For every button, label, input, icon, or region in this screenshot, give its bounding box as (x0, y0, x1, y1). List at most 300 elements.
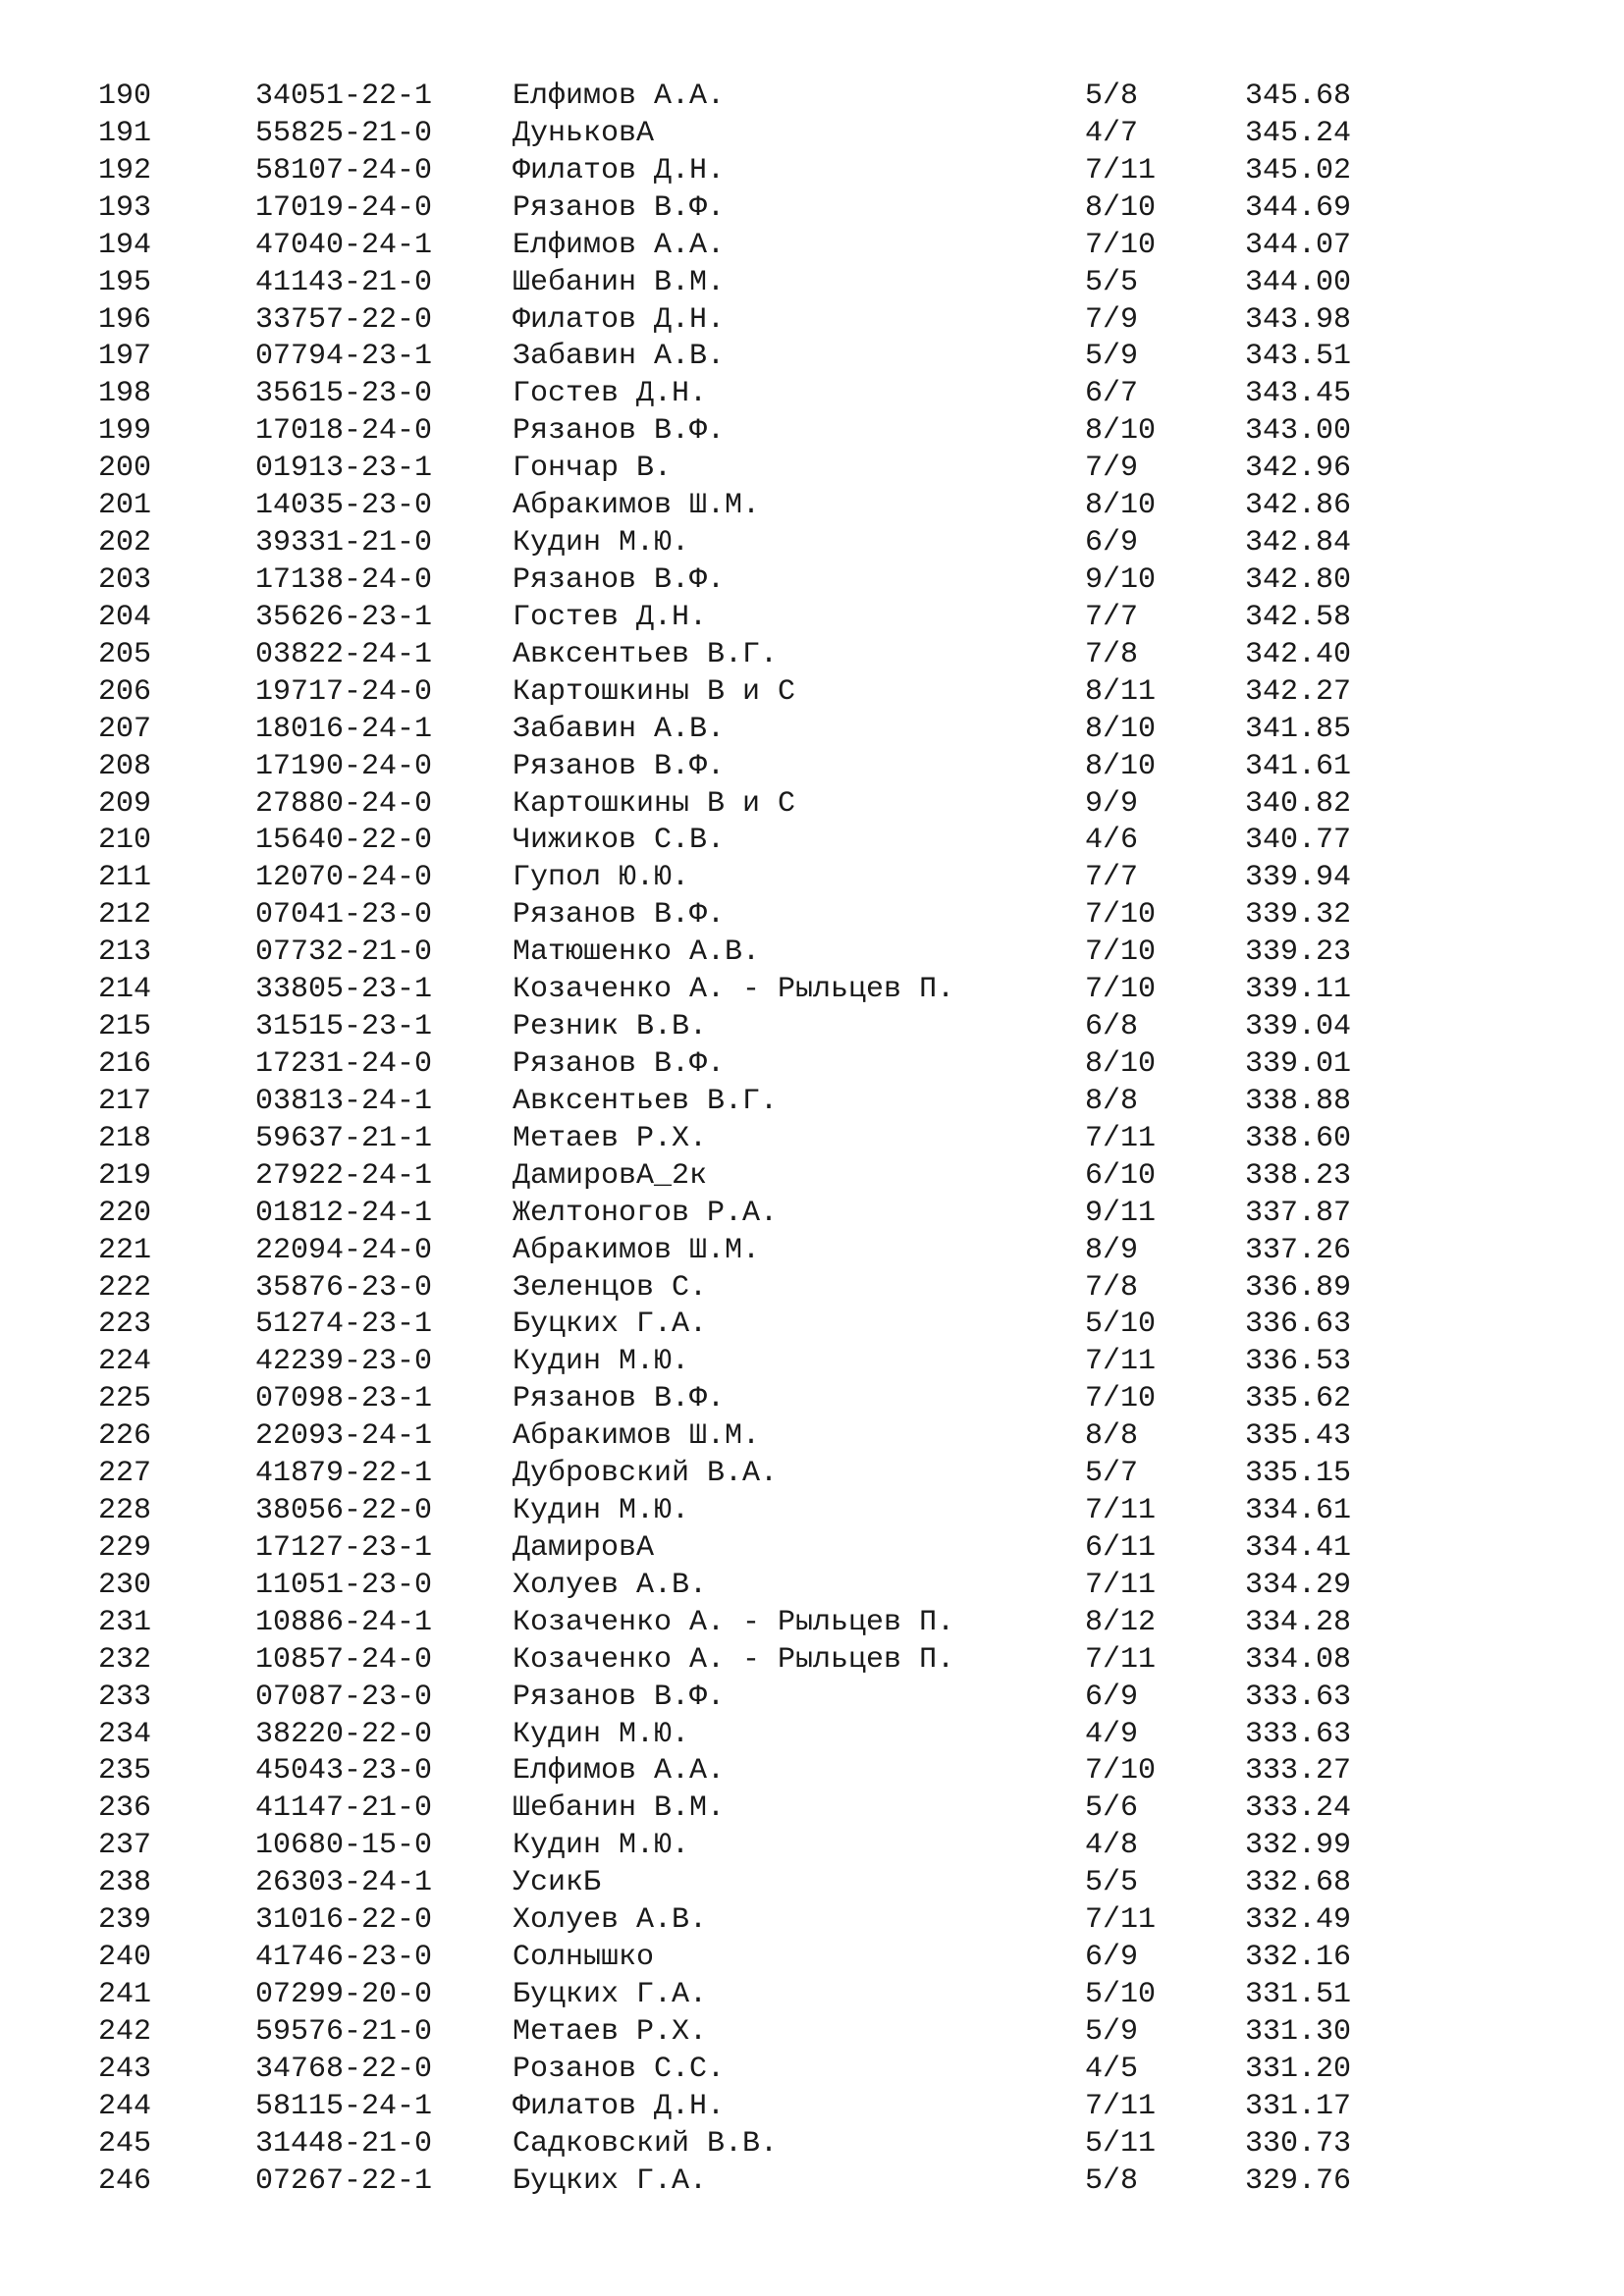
id-cell: 12070-24-0 (255, 861, 433, 895)
id-cell: 07267-22-1 (255, 2163, 433, 2198)
id-cell: 01812-24-1 (255, 1196, 433, 1230)
id-cell: 35615-23-0 (255, 377, 433, 411)
value-cell: 341.61 (1245, 749, 1352, 783)
name-cell: Буцких Г.А. (513, 1978, 708, 2012)
score-cell: 4/5 (1085, 2052, 1139, 2086)
score-cell: 8/10 (1085, 1046, 1157, 1081)
value-cell: 338.60 (1245, 1121, 1352, 1155)
rank-cell: 214 (98, 973, 152, 1007)
score-cell: 7/10 (1085, 935, 1157, 970)
id-cell: 45043-23-0 (255, 1754, 433, 1789)
name-cell: Садковский В.В. (513, 2126, 779, 2161)
score-cell: 5/11 (1085, 2126, 1157, 2161)
rank-cell: 226 (98, 1419, 152, 1454)
value-cell: 335.15 (1245, 1457, 1352, 1491)
value-cell: 334.41 (1245, 1530, 1352, 1565)
table-row (98, 674, 1375, 712)
score-cell: 7/11 (1085, 1568, 1157, 1602)
id-cell: 31448-21-0 (255, 2126, 433, 2161)
rank-cell: 231 (98, 1605, 152, 1639)
table-row (98, 116, 1375, 153)
score-cell: 4/6 (1085, 824, 1139, 858)
name-cell: Гостев Д.Н. (513, 600, 708, 634)
score-cell: 7/10 (1085, 1754, 1157, 1789)
value-cell: 335.43 (1245, 1419, 1352, 1454)
value-cell: 341.85 (1245, 712, 1352, 746)
rank-cell: 207 (98, 712, 152, 746)
value-cell: 344.00 (1245, 265, 1352, 299)
rank-cell: 198 (98, 377, 152, 411)
id-cell: 17019-24-0 (255, 190, 433, 225)
name-cell: Абракимов Ш.М. (513, 1233, 761, 1267)
score-cell: 7/7 (1085, 600, 1139, 634)
table-row (98, 1084, 1375, 1121)
score-cell: 6/9 (1085, 1680, 1139, 1714)
id-cell: 01913-23-1 (255, 452, 433, 486)
score-cell: 7/11 (1085, 1903, 1157, 1938)
score-cell: 7/11 (1085, 2089, 1157, 2123)
name-cell: Абракимов Ш.М. (513, 1419, 761, 1454)
table-row (98, 302, 1375, 340)
rank-cell: 238 (98, 1866, 152, 1900)
score-cell: 7/11 (1085, 1121, 1157, 1155)
rank-cell: 236 (98, 1791, 152, 1826)
id-cell: 07794-23-1 (255, 340, 433, 374)
name-cell: Матюшенко А.В. (513, 935, 761, 970)
value-cell: 334.08 (1245, 1642, 1352, 1677)
score-cell: 8/12 (1085, 1605, 1157, 1639)
table-row (98, 1121, 1375, 1158)
name-cell: Розанов С.С. (513, 2052, 726, 2086)
score-cell: 7/10 (1085, 898, 1157, 933)
rank-cell: 243 (98, 2052, 152, 2086)
id-cell: 17138-24-0 (255, 562, 433, 597)
score-cell: 7/11 (1085, 1494, 1157, 1528)
value-cell: 336.89 (1245, 1270, 1352, 1305)
score-cell: 7/8 (1085, 637, 1139, 671)
score-cell: 4/7 (1085, 116, 1139, 150)
score-cell: 6/10 (1085, 1158, 1157, 1193)
table-row (98, 897, 1375, 934)
id-cell: 26303-24-1 (255, 1866, 433, 1900)
rank-cell: 235 (98, 1754, 152, 1789)
id-cell: 55825-21-0 (255, 116, 433, 150)
table-row (98, 1977, 1375, 2014)
table-row (98, 1381, 1375, 1418)
id-cell: 07098-23-1 (255, 1382, 433, 1416)
score-cell: 8/8 (1085, 1419, 1139, 1454)
id-cell: 22094-24-0 (255, 1233, 433, 1267)
table-row (98, 749, 1375, 786)
id-cell: 17018-24-0 (255, 414, 433, 449)
id-cell: 39331-21-0 (255, 526, 433, 561)
name-cell: Рязанов В.Ф. (513, 898, 726, 933)
table-row (98, 413, 1375, 451)
table-row (98, 1418, 1375, 1456)
name-cell: Буцких Г.А. (513, 2163, 708, 2198)
table-row (98, 1568, 1375, 1605)
rank-cell: 224 (98, 1345, 152, 1379)
name-cell: Картошкины В и С (513, 674, 796, 709)
rank-cell: 218 (98, 1121, 152, 1155)
table-row (98, 228, 1375, 265)
name-cell: Кудин М.Ю. (513, 1345, 690, 1379)
value-cell: 342.96 (1245, 452, 1352, 486)
id-cell: 41147-21-0 (255, 1791, 433, 1826)
rank-cell: 241 (98, 1978, 152, 2012)
rank-cell: 242 (98, 2014, 152, 2049)
rank-cell: 244 (98, 2089, 152, 2123)
name-cell: Филатов Д.Н. (513, 153, 726, 187)
name-cell: Рязанов В.Ф. (513, 414, 726, 449)
table-row (98, 1940, 1375, 1977)
table-row (98, 934, 1375, 972)
value-cell: 338.88 (1245, 1084, 1352, 1118)
table-row (98, 1642, 1375, 1680)
table-row (98, 1307, 1375, 1344)
value-cell: 342.40 (1245, 637, 1352, 671)
table-row (98, 190, 1375, 228)
table-row (98, 2126, 1375, 2163)
id-cell: 07299-20-0 (255, 1978, 433, 2012)
rank-cell: 230 (98, 1568, 152, 1602)
value-cell: 340.77 (1245, 824, 1352, 858)
score-cell: 9/11 (1085, 1196, 1157, 1230)
id-cell: 59637-21-1 (255, 1121, 433, 1155)
table-row (98, 153, 1375, 190)
rank-cell: 194 (98, 228, 152, 262)
table-row (98, 525, 1375, 562)
rank-cell: 211 (98, 861, 152, 895)
rank-cell: 221 (98, 1233, 152, 1267)
value-cell: 340.82 (1245, 786, 1352, 821)
value-cell: 331.17 (1245, 2089, 1352, 2123)
id-cell: 42239-23-0 (255, 1345, 433, 1379)
table-row (98, 79, 1375, 116)
rank-cell: 233 (98, 1680, 152, 1714)
name-cell: Кудин М.Ю. (513, 1717, 690, 1751)
id-cell: 10857-24-0 (255, 1642, 433, 1677)
id-cell: 33757-22-0 (255, 302, 433, 337)
rank-cell: 208 (98, 749, 152, 783)
score-cell: 7/10 (1085, 973, 1157, 1007)
rank-cell: 199 (98, 414, 152, 449)
id-cell: 34768-22-0 (255, 2052, 433, 2086)
name-cell: Шебанин В.М. (513, 1791, 726, 1826)
score-cell: 6/9 (1085, 1941, 1139, 1975)
score-cell: 5/9 (1085, 2014, 1139, 2049)
rank-cell: 209 (98, 786, 152, 821)
name-cell: Абракимов Ш.М. (513, 489, 761, 523)
name-cell: Гостев Д.Н. (513, 377, 708, 411)
rank-cell: 200 (98, 452, 152, 486)
id-cell: 41746-23-0 (255, 1941, 433, 1975)
name-cell: Солнышко (513, 1941, 655, 1975)
score-cell: 7/10 (1085, 228, 1157, 262)
value-cell: 333.63 (1245, 1680, 1352, 1714)
table-row (98, 339, 1375, 376)
score-cell: 7/11 (1085, 1345, 1157, 1379)
name-cell: Забавин А.В. (513, 340, 726, 374)
rank-cell: 196 (98, 302, 152, 337)
id-cell: 41143-21-0 (255, 265, 433, 299)
name-cell: Рязанов В.Ф. (513, 190, 726, 225)
id-cell: 07041-23-0 (255, 898, 433, 933)
table-row (98, 1270, 1375, 1308)
id-cell: 38220-22-0 (255, 1717, 433, 1751)
table-row (98, 2014, 1375, 2052)
value-cell: 339.01 (1245, 1046, 1352, 1081)
value-cell: 337.87 (1245, 1196, 1352, 1230)
score-cell: 8/10 (1085, 489, 1157, 523)
id-cell: 14035-23-0 (255, 489, 433, 523)
id-cell: 11051-23-0 (255, 1568, 433, 1602)
rank-cell: 215 (98, 1010, 152, 1044)
score-cell: 6/7 (1085, 377, 1139, 411)
score-cell: 5/6 (1085, 1791, 1139, 1826)
rank-cell: 213 (98, 935, 152, 970)
value-cell: 332.49 (1245, 1903, 1352, 1938)
score-cell: 5/10 (1085, 1978, 1157, 2012)
score-cell: 8/10 (1085, 190, 1157, 225)
table-row (98, 1158, 1375, 1196)
score-cell: 6/11 (1085, 1530, 1157, 1565)
rank-cell: 210 (98, 824, 152, 858)
name-cell: Авксентьев В.Г. (513, 1084, 779, 1118)
results-table (98, 79, 1375, 2201)
value-cell: 343.00 (1245, 414, 1352, 449)
id-cell: 38056-22-0 (255, 1494, 433, 1528)
score-cell: 6/8 (1085, 1010, 1139, 1044)
value-cell: 333.63 (1245, 1717, 1352, 1751)
value-cell: 339.23 (1245, 935, 1352, 970)
table-row (98, 1902, 1375, 1940)
score-cell: 4/9 (1085, 1717, 1139, 1751)
value-cell: 342.80 (1245, 562, 1352, 597)
value-cell: 342.84 (1245, 526, 1352, 561)
name-cell: Метаев Р.Х. (513, 1121, 708, 1155)
rank-cell: 237 (98, 1829, 152, 1863)
id-cell: 17127-23-1 (255, 1530, 433, 1565)
name-cell: ДамировА_2к (513, 1158, 708, 1193)
value-cell: 335.62 (1245, 1382, 1352, 1416)
name-cell: УсикБ (513, 1866, 602, 1900)
value-cell: 339.32 (1245, 898, 1352, 933)
id-cell: 59576-21-0 (255, 2014, 433, 2049)
name-cell: Дубровский В.А. (513, 1457, 779, 1491)
name-cell: Козаченко А. - Рыльцев П. (513, 1605, 955, 1639)
table-row (98, 1828, 1375, 1865)
rank-cell: 204 (98, 600, 152, 634)
value-cell: 331.51 (1245, 1978, 1352, 2012)
value-cell: 334.29 (1245, 1568, 1352, 1602)
score-cell: 7/11 (1085, 153, 1157, 187)
rank-cell: 201 (98, 489, 152, 523)
table-row (98, 376, 1375, 413)
table-row (98, 972, 1375, 1009)
table-row (98, 265, 1375, 302)
value-cell: 332.68 (1245, 1866, 1352, 1900)
rank-cell: 232 (98, 1642, 152, 1677)
name-cell: Шебанин В.М. (513, 265, 726, 299)
table-row (98, 1046, 1375, 1084)
rank-cell: 195 (98, 265, 152, 299)
id-cell: 10680-15-0 (255, 1829, 433, 1863)
table-row (98, 1605, 1375, 1642)
value-cell: 345.24 (1245, 116, 1352, 150)
id-cell: 58115-24-1 (255, 2089, 433, 2123)
id-cell: 33805-23-1 (255, 973, 433, 1007)
score-cell: 5/5 (1085, 265, 1139, 299)
value-cell: 339.11 (1245, 973, 1352, 1007)
rank-cell: 219 (98, 1158, 152, 1193)
id-cell: 07087-23-0 (255, 1680, 433, 1714)
score-cell: 8/10 (1085, 414, 1157, 449)
value-cell: 339.04 (1245, 1010, 1352, 1044)
rank-cell: 191 (98, 116, 152, 150)
id-cell: 03822-24-1 (255, 637, 433, 671)
name-cell: ДамировА (513, 1530, 655, 1565)
table-row (98, 1493, 1375, 1530)
id-cell: 17190-24-0 (255, 749, 433, 783)
id-cell: 35876-23-0 (255, 1270, 433, 1305)
id-cell: 15640-22-0 (255, 824, 433, 858)
id-cell: 51274-23-1 (255, 1308, 433, 1342)
table-row (98, 488, 1375, 525)
name-cell: Рязанов В.Ф. (513, 749, 726, 783)
rank-cell: 220 (98, 1196, 152, 1230)
value-cell: 332.99 (1245, 1829, 1352, 1863)
table-row (98, 637, 1375, 674)
table-row (98, 1865, 1375, 1902)
value-cell: 329.76 (1245, 2163, 1352, 2198)
table-row (98, 1196, 1375, 1233)
table-row (98, 1790, 1375, 1828)
rank-cell: 192 (98, 153, 152, 187)
score-cell: 7/7 (1085, 861, 1139, 895)
value-cell: 330.73 (1245, 2126, 1352, 2161)
value-cell: 331.20 (1245, 2052, 1352, 2086)
id-cell: 07732-21-0 (255, 935, 433, 970)
value-cell: 337.26 (1245, 1233, 1352, 1267)
score-cell: 7/9 (1085, 302, 1139, 337)
score-cell: 7/11 (1085, 1642, 1157, 1677)
id-cell: 34051-22-1 (255, 80, 433, 113)
name-cell: Елфимов А.А. (513, 1754, 726, 1789)
name-cell: Рязанов В.Ф. (513, 562, 726, 597)
table-row (98, 1680, 1375, 1717)
score-cell: 8/8 (1085, 1084, 1139, 1118)
id-cell: 19717-24-0 (255, 674, 433, 709)
value-cell: 336.63 (1245, 1308, 1352, 1342)
value-cell: 342.27 (1245, 674, 1352, 709)
rank-cell: 223 (98, 1308, 152, 1342)
rank-cell: 206 (98, 674, 152, 709)
table-row (98, 860, 1375, 897)
value-cell: 338.23 (1245, 1158, 1352, 1193)
rank-cell: 202 (98, 526, 152, 561)
score-cell: 9/9 (1085, 786, 1139, 821)
table-row (98, 451, 1375, 488)
table-row (98, 712, 1375, 749)
value-cell: 344.07 (1245, 228, 1352, 262)
rank-cell: 193 (98, 190, 152, 225)
rank-cell: 229 (98, 1530, 152, 1565)
name-cell: Козаченко А. - Рыльцев П. (513, 973, 955, 1007)
value-cell: 334.28 (1245, 1605, 1352, 1639)
score-cell: 8/11 (1085, 674, 1157, 709)
score-cell: 8/10 (1085, 712, 1157, 746)
rank-cell: 225 (98, 1382, 152, 1416)
value-cell: 343.45 (1245, 377, 1352, 411)
name-cell: Чижиков С.В. (513, 824, 726, 858)
rank-cell: 203 (98, 562, 152, 597)
name-cell: Метаев Р.Х. (513, 2014, 708, 2049)
value-cell: 342.58 (1245, 600, 1352, 634)
value-cell: 342.86 (1245, 489, 1352, 523)
id-cell: 17231-24-0 (255, 1046, 433, 1081)
value-cell: 333.27 (1245, 1754, 1352, 1789)
rank-cell: 227 (98, 1457, 152, 1491)
id-cell: 58107-24-0 (255, 153, 433, 187)
rank-cell: 240 (98, 1941, 152, 1975)
table-row (98, 2089, 1375, 2126)
rank-cell: 222 (98, 1270, 152, 1305)
name-cell: Кудин М.Ю. (513, 1829, 690, 1863)
table-row (98, 823, 1375, 860)
rank-cell: 190 (98, 80, 152, 113)
name-cell: Рязанов В.Ф. (513, 1680, 726, 1714)
score-cell: 7/8 (1085, 1270, 1139, 1305)
rank-cell: 216 (98, 1046, 152, 1081)
name-cell: Холуев А.В. (513, 1568, 708, 1602)
value-cell: 343.51 (1245, 340, 1352, 374)
table-row (98, 1753, 1375, 1790)
table-row (98, 2163, 1375, 2201)
name-cell: Филатов Д.Н. (513, 2089, 726, 2123)
score-cell: 8/9 (1085, 1233, 1139, 1267)
name-cell: Буцких Г.А. (513, 1308, 708, 1342)
table-row (98, 1344, 1375, 1381)
score-cell: 5/8 (1085, 80, 1139, 113)
rank-cell: 234 (98, 1717, 152, 1751)
id-cell: 27922-24-1 (255, 1158, 433, 1193)
rank-cell: 217 (98, 1084, 152, 1118)
rank-cell: 228 (98, 1494, 152, 1528)
rank-cell: 212 (98, 898, 152, 933)
score-cell: 6/9 (1085, 526, 1139, 561)
rank-cell: 197 (98, 340, 152, 374)
rank-cell: 205 (98, 637, 152, 671)
score-cell: 5/10 (1085, 1308, 1157, 1342)
value-cell: 345.02 (1245, 153, 1352, 187)
name-cell: Филатов Д.Н. (513, 302, 726, 337)
id-cell: 03813-24-1 (255, 1084, 433, 1118)
table-row (98, 600, 1375, 637)
value-cell: 334.61 (1245, 1494, 1352, 1528)
value-cell: 332.16 (1245, 1941, 1352, 1975)
table-row (98, 562, 1375, 600)
score-cell: 5/7 (1085, 1457, 1139, 1491)
name-cell: Елфимов А.А. (513, 80, 726, 113)
name-cell: Елфимов А.А. (513, 228, 726, 262)
name-cell: Картошкины В и С (513, 786, 796, 821)
rank-cell: 246 (98, 2163, 152, 2198)
value-cell: 333.24 (1245, 1791, 1352, 1826)
id-cell: 31016-22-0 (255, 1903, 433, 1938)
value-cell: 345.68 (1245, 80, 1352, 113)
value-cell: 344.69 (1245, 190, 1352, 225)
